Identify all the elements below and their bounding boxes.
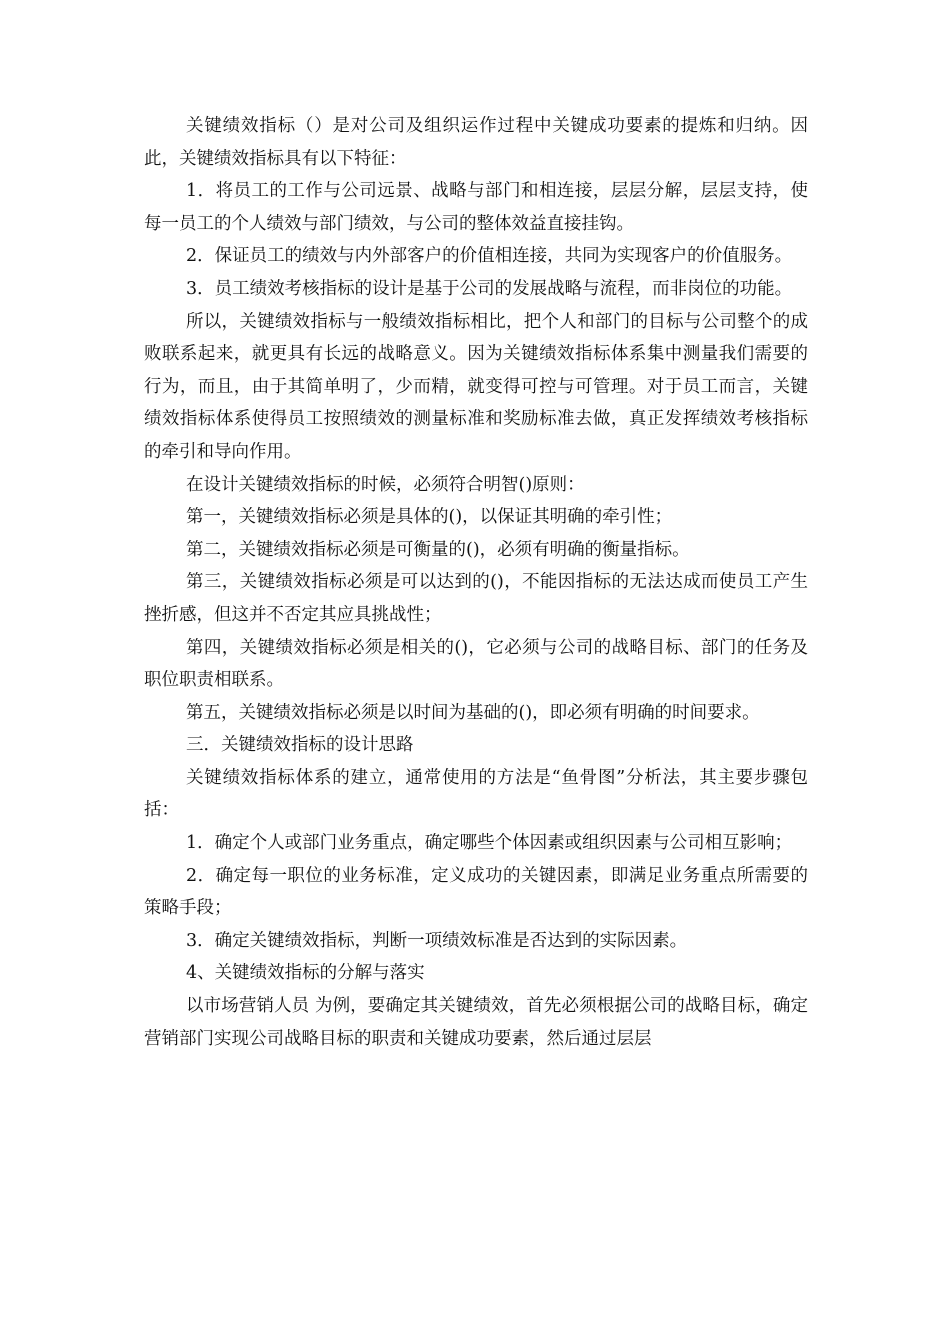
section-heading-design-approach: 三．关键绩效指标的设计思路	[186, 735, 414, 756]
paragraph-step-1: 1．确定个人或部门业务重点，确定哪些个体因素或组织因素与公司相互影响；	[186, 833, 793, 854]
paragraph-marketing-example: 以市场营销人员 为例，要确定其关键绩效，首先必须根据公司的战略目标，确定营销部门实现公司战略目标的职责和关键成功要素，然后通过层层	[144, 996, 808, 1049]
paragraph-principle-measurable: 第二，关键绩效指标必须是可衡量的()，必须有明确的衡量指标。	[186, 539, 690, 560]
paragraph-principle-time-based: 第五，关键绩效指标必须是以时间为基础的()，即必须有明确的时间要求。	[186, 702, 760, 723]
paragraph-principle-relevant: 第四，关键绩效指标必须是相关的()，它必须与公司的战略目标、部门的任务及职位职责相联系。	[144, 637, 808, 691]
document-body	[144, 110, 808, 1055]
section-heading-decomposition: 4、关键绩效指标的分解与落实	[186, 963, 425, 984]
paragraph-smart-principle: 在设计关键绩效指标的时候，必须符合明智()原则：	[186, 474, 585, 495]
paragraph-feature-3: 3．员工绩效考核指标的设计是基于公司的发展战略与流程，而非岗位的功能。	[186, 278, 793, 299]
paragraph-step-3: 3．确定关键绩效指标，判断一项绩效标准是否达到的实际因素。	[186, 930, 688, 951]
paragraph-kpi-significance: 所以，关键绩效指标与一般绩效指标相比，把个人和部门的目标与公司整个的成败联系起来，就更具有长远的战略意义。因为关键绩效指标体系集中测量我们需要的行为，而且，由于其简单明了，少而精，就变得可控与可管理。对于员工而言，关键绩效指标体系使得员工按照绩效的测量标准和奖励标准去做，真正发挥绩效考核指标的牵引和导向作用。	[144, 311, 808, 462]
paragraph-kpi-definition: 关键绩效指标（）是对公司及组织运作过程中关键成功要素的提炼和归纳。因此，关键绩效指标具有以下特征：	[144, 116, 808, 169]
paragraph-feature-1: 1．将员工的工作与公司远景、战略与部门和相连接，层层分解，层层支持，使每一员工的个人绩效与部门绩效，与公司的整体效益直接挂钩。	[144, 181, 808, 234]
paragraph-fishbone-method: 关键绩效指标体系的建立，通常使用的方法是“鱼骨图”分析法，其主要步骤包括：	[144, 767, 808, 821]
paragraph-feature-2: 2．保证员工的绩效与内外部客户的价值相连接，共同为实现客户的价值服务。	[186, 246, 793, 267]
paragraph-principle-specific: 第一，关键绩效指标必须是具体的()，以保证其明确的牵引性；	[186, 507, 673, 528]
paragraph-step-2: 2．确定每一职位的业务标准，定义成功的关键因素，即满足业务重点所需要的策略手段；	[144, 865, 808, 919]
paragraph-principle-attainable: 第三，关键绩效指标必须是可以达到的()，不能因指标的无法达成而使员工产生挫折感，但这并不否定其应具挑战性；	[144, 572, 808, 625]
